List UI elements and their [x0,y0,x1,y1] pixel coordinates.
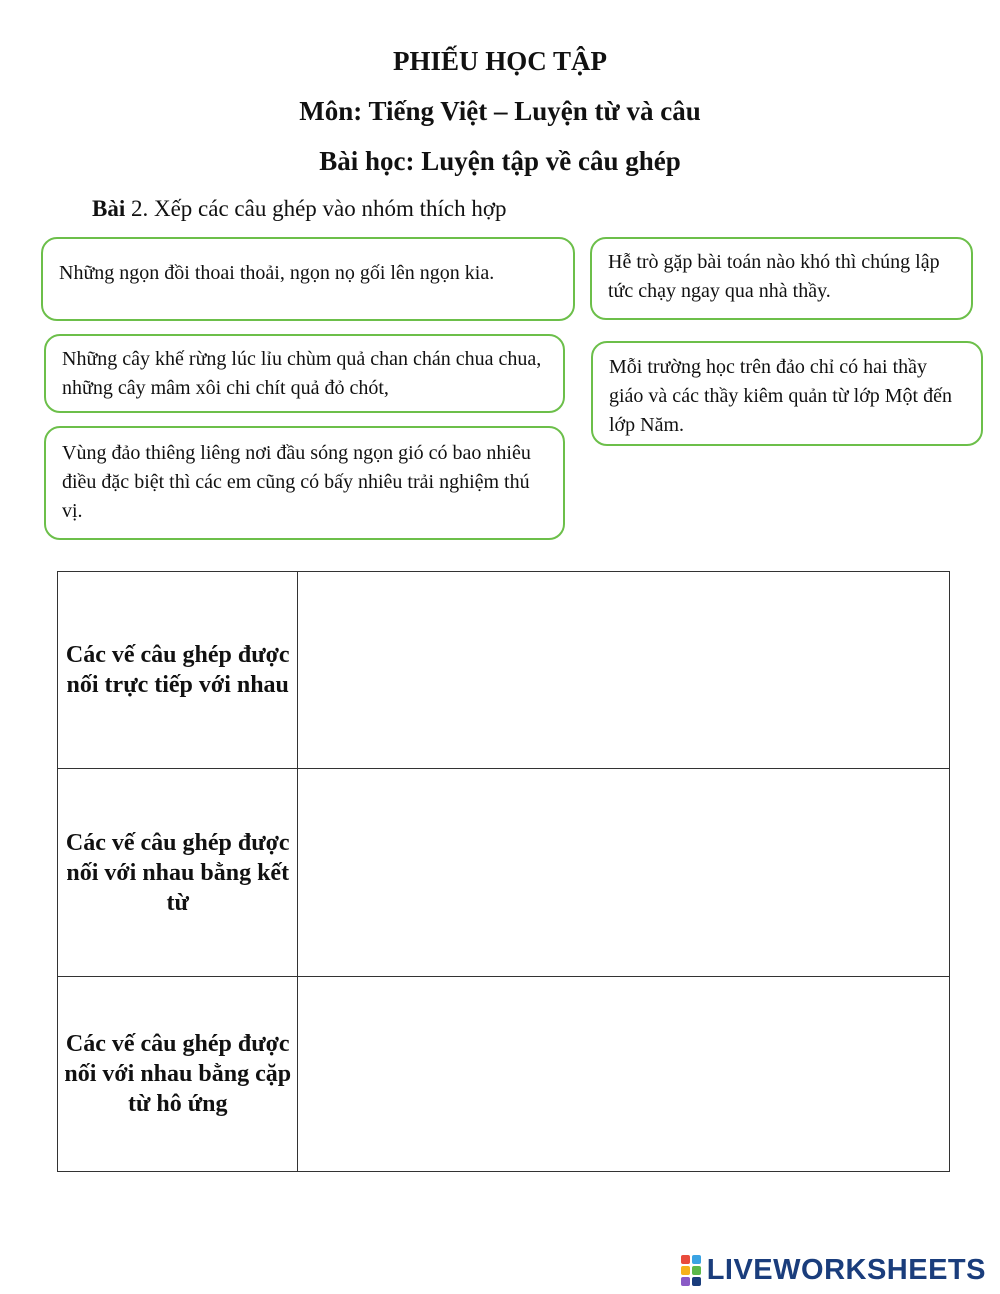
logo-icon [681,1255,701,1286]
table-row [58,977,950,1172]
brand-text: LIVEWORKSHEETS [706,1253,986,1286]
subject-heading: Môn: Tiếng Việt – Luyện từ và câu [299,96,701,126]
sentence-card[interactable]: Những ngọn đồi thoai thoải, ngọn nọ gối lên ngọn kia. [41,237,575,321]
worksheet-title: PHIẾU HỌC TẬP [392,46,608,76]
drop-zone-correlative[interactable] [298,977,950,1172]
drop-zone-conjunction[interactable] [298,769,950,977]
sorting-table [57,571,950,1172]
sentence-card[interactable]: Vùng đảo thiêng liêng nơi đầu sóng ngọn gió có bao nhiêu điều đặc biệt thì các em cũng có bấy nhiêu trải nghiệm thú vị. [44,426,565,540]
exercise-label: Bài [92,196,126,221]
liveworksheets-logo [681,1252,986,1288]
table-row [58,769,950,977]
exercise-text: 2. Xếp các câu ghép vào nhóm thích hợp [125,196,507,221]
sentence-card[interactable]: Mỗi trường học trên đảo chỉ có hai thầy giáo và các thầy kiêm quản từ lớp Một đến lớp Năm. [591,341,983,446]
lesson-heading: Bài học: Luyện tập về câu ghép [319,146,681,176]
table-row [58,572,950,769]
sentence-card[interactable]: Những cây khế rừng lúc lỉu chùm quả chan chán chua chua, những cây mâm xôi chi chít quả đỏ chót, [44,334,565,413]
sentence-card[interactable]: Hễ trò gặp bài toán nào khó thì chúng lập tức chạy ngay qua nhà thầy. [590,237,973,320]
group-label-correlative: Các vế câu ghép được nối với nhau bằng cặp từ hô ứng [58,977,298,1172]
group-label-conjunction: Các vế câu ghép được nối với nhau bằng kết từ [58,769,298,977]
exercise-instruction [92,196,507,222]
drop-zone-direct[interactable] [298,572,950,769]
group-label-direct: Các vế câu ghép được nối trực tiếp với nhau [58,572,298,769]
